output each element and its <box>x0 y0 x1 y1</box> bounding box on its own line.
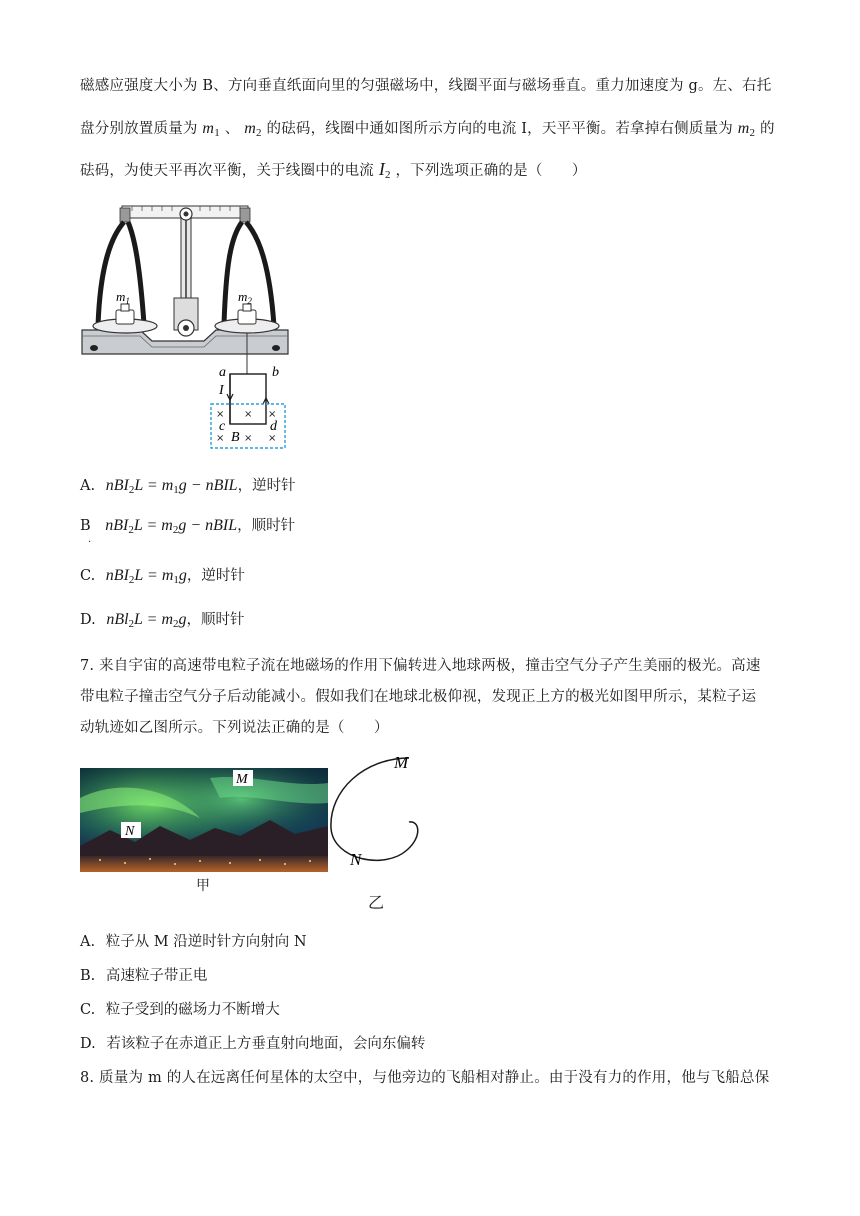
balance-figure <box>80 198 290 453</box>
label-I: I <box>219 383 224 398</box>
q6-line-3a: 砝码，为使天平再次平衡，关于线圈中的电流 <box>80 163 374 179</box>
option-suffix: ，逆时针 <box>237 478 296 494</box>
q7-option-c[interactable] <box>80 998 280 1019</box>
trajectory-figure <box>325 750 425 870</box>
q7-option-a[interactable] <box>80 930 307 951</box>
q6-line-1: 磁感应强度大小为 B、方向垂直纸面向里的匀强磁场中，线圈平面与磁场垂直。重力加速度为 g。左、右托 <box>80 78 772 94</box>
q6-line-2b: 、 <box>224 121 240 137</box>
m1-symbol: $m_1$ <box>202 120 220 139</box>
label-c: c <box>219 419 226 434</box>
aurora-image <box>80 768 328 872</box>
trajectory-label-n: N <box>350 850 362 869</box>
q6-option-b[interactable] <box>80 514 295 536</box>
option-letter: B <box>80 518 91 534</box>
aurora-label-m: M <box>236 772 248 787</box>
q6-line-2 <box>80 117 775 139</box>
label-m1: $m_1$ <box>116 289 130 306</box>
q6-line-2a: 盘分别放置质量为 <box>80 121 198 137</box>
option-letter: A. <box>80 478 96 494</box>
q6-option-a[interactable] <box>80 474 296 496</box>
q6-line-2c: 的砝码，线圈中通如图所示方向的电流 I，天平平衡。若拿掉右侧质量为 <box>266 121 733 137</box>
q7-option-d[interactable] <box>80 1032 425 1053</box>
caption-yi: 乙 <box>368 893 385 912</box>
svg-text:×: × <box>268 433 277 444</box>
q7-line-2: 带电粒子撞击空气分子后动能减小。假如我们在地球北极仰视，发现正上方的极光如图甲所示，某粒子运 <box>80 689 757 705</box>
trajectory-label-m: M <box>394 753 409 772</box>
option-text: 若该粒子在赤道正上方垂直射向地面，会向东偏转 <box>106 1036 426 1052</box>
option-formula: $nBl_2L = m_2g$ <box>106 611 187 630</box>
label-B: B <box>231 430 240 445</box>
option-letter: C. <box>80 1002 96 1018</box>
label-m2: $m_2$ <box>238 289 252 306</box>
option-letter: A. <box>80 934 96 950</box>
option-formula: $nBI_2L = m_2g$ − nBIL <box>105 517 238 536</box>
q8-line-1: 8. 质量为 m 的人在远离任何星体的太空中，与他旁边的飞船相对静止。由于没有力的作用，他与飞船总保 <box>80 1070 770 1086</box>
q6-option-c[interactable] <box>80 564 245 586</box>
svg-text:×: × <box>268 409 277 420</box>
q7-line-3: 动轨迹如乙图所示。下列说法正确的是（ ） <box>80 720 389 736</box>
m2-symbol-b: $m_2$ <box>737 120 756 139</box>
label-b: b <box>272 365 279 380</box>
q6-line-3 <box>80 159 587 181</box>
m2-symbol: $m_2$ <box>244 120 262 139</box>
q6-line-3b: ，下列选项正确的是（ ） <box>395 163 587 179</box>
option-letter: D. <box>80 612 96 628</box>
i2-symbol: $I_2$ <box>378 159 391 181</box>
svg-text:×: × <box>216 409 225 420</box>
label-d: d <box>270 419 277 434</box>
option-formula: $nBI_2L = m_1g$ <box>105 567 187 586</box>
svg-text:×: × <box>244 409 253 420</box>
option-text: 高速粒子带正电 <box>105 968 208 984</box>
q6-line-2d: 的 <box>760 121 775 137</box>
option-formula: $nBI_2L = m_1g$ − nBIL <box>105 477 238 496</box>
q7-line-1: 7. 来自宇宙的高速带电粒子流在地磁场的作用下偏转进入地球两极，撞击空气分子产生美丽的极光。高速 <box>80 658 761 674</box>
option-b-dot: . <box>88 534 92 545</box>
option-letter: D. <box>80 1036 96 1052</box>
svg-text:×: × <box>216 433 225 444</box>
option-suffix: ，逆时针 <box>186 568 245 584</box>
option-letter: C. <box>80 568 96 584</box>
aurora-label-n: N <box>125 824 135 839</box>
option-suffix: ，顺时针 <box>186 612 245 628</box>
svg-text:×: × <box>244 433 253 444</box>
caption-jia: 甲 <box>196 878 210 894</box>
label-a: a <box>219 365 226 380</box>
q7-option-b[interactable] <box>80 964 207 985</box>
option-text: 粒子从 M 沿逆时针方向射向 N <box>105 934 307 950</box>
option-text: 粒子受到的磁场力不断增大 <box>105 1002 280 1018</box>
option-suffix: ，顺时针 <box>237 518 296 534</box>
option-letter: B. <box>80 968 96 984</box>
q6-option-d[interactable] <box>80 608 245 630</box>
